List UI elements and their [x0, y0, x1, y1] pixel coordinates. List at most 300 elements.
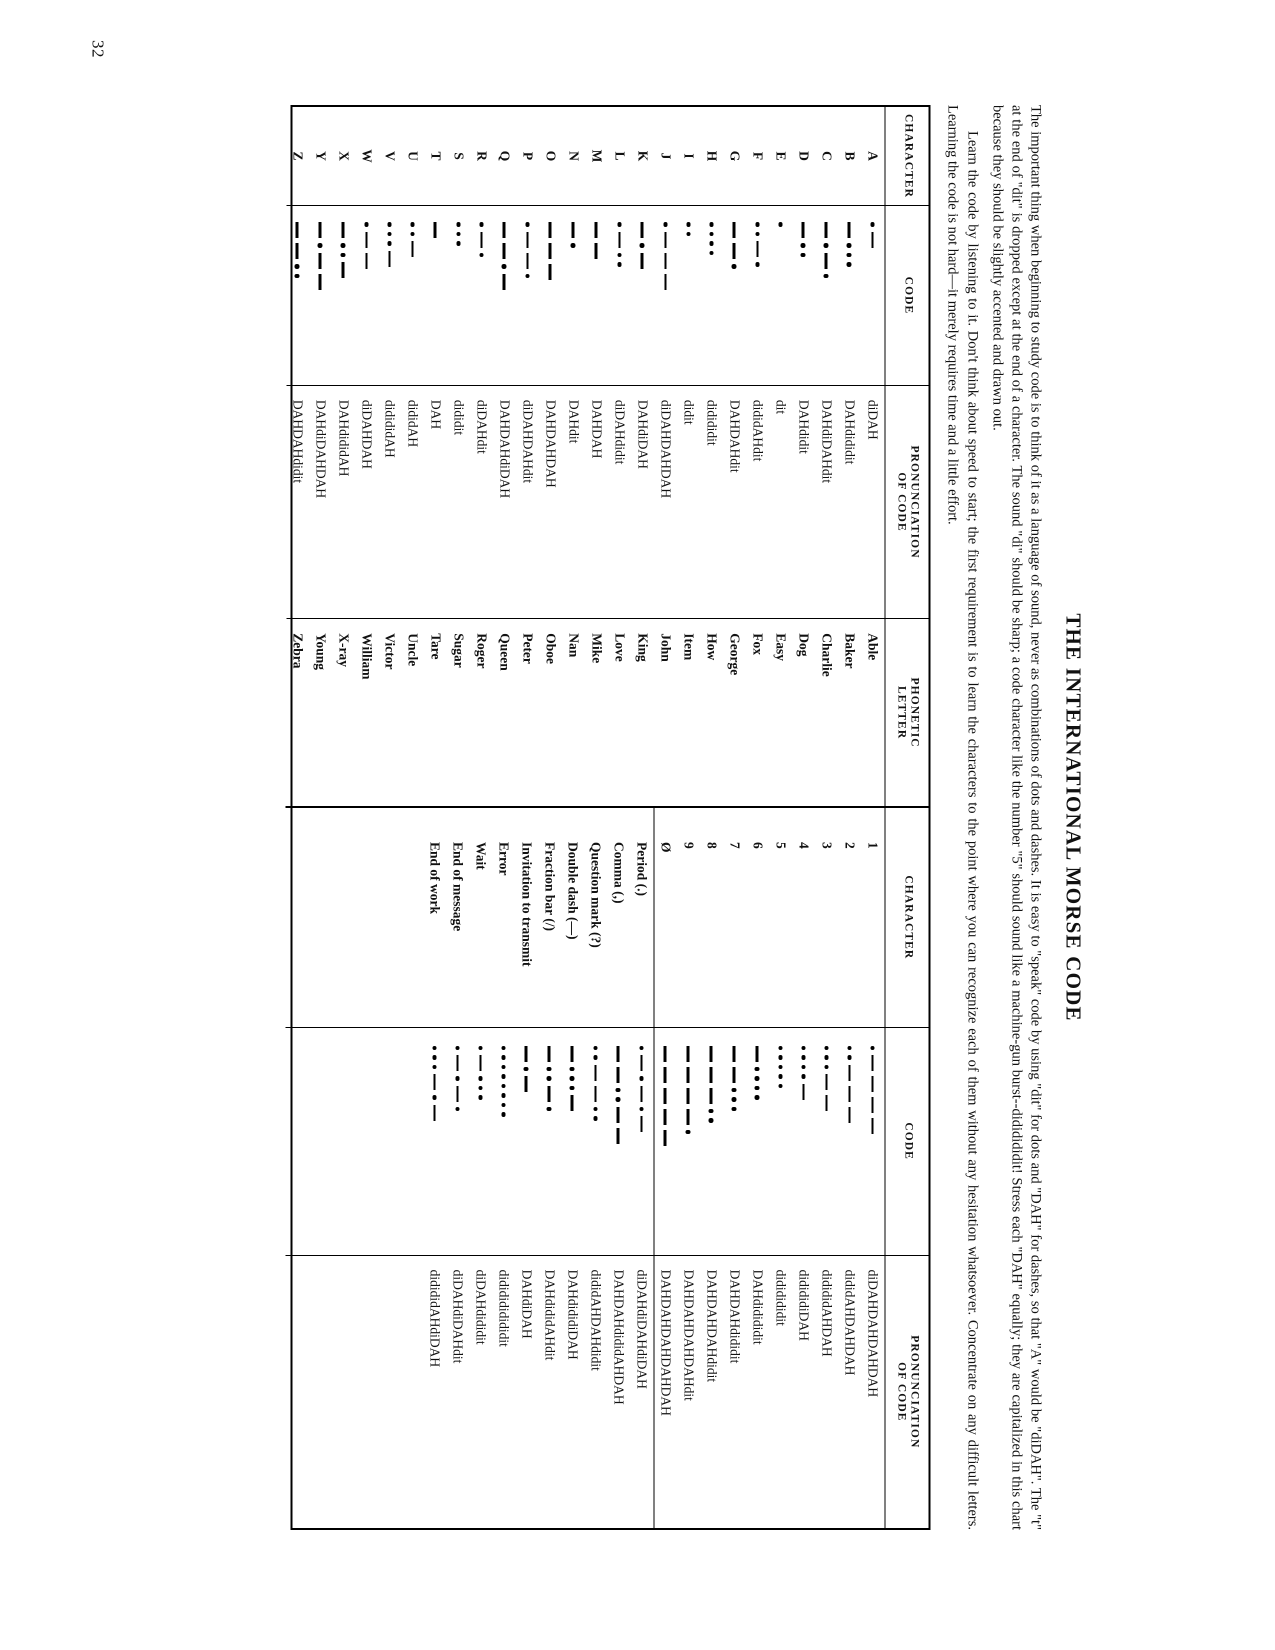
morse-dot — [686, 222, 691, 227]
table-row — [539, 107, 562, 806]
table-row — [700, 807, 723, 1528]
numbers-punctuation-table — [285, 806, 928, 1528]
morse-dot — [615, 1088, 620, 1093]
morse-dot — [847, 1055, 852, 1060]
table-row — [654, 807, 678, 1528]
morse-glyphs — [450, 1046, 464, 1112]
morse-dot — [387, 232, 392, 237]
cell-phonetic: How — [704, 633, 720, 661]
morse-glyphs — [726, 222, 740, 269]
table-row — [608, 107, 631, 806]
intro-paragraph-2: Learn the code by listening to it. Don't think about speed to start; the first requirement is to learn the characters to the point where you can recognize each of them without any hesitation whatsoever. Concentrate on any difficult letters. Learning the code is not hard—it merely requires time and a little effort. — [944, 105, 980, 1530]
table-row — [861, 107, 885, 806]
cell-pronunciation: DAHdididit — [838, 385, 861, 618]
cell-pronunciation: didididAHDAH — [819, 1269, 835, 1357]
morse-dash — [663, 1088, 666, 1104]
morse-glyphs — [382, 222, 396, 267]
morse-dot — [846, 262, 851, 267]
morse-dot — [525, 222, 530, 227]
cell-pronunciation: didididiDAH — [796, 1269, 812, 1341]
morse-dash — [848, 1065, 851, 1081]
cell-code — [630, 1027, 654, 1255]
morse-dot — [870, 222, 875, 227]
morse-dot — [501, 1055, 506, 1060]
morse-glyphs — [795, 222, 809, 257]
morse-dot — [478, 1095, 483, 1100]
morse-dash — [686, 1088, 689, 1104]
cell-pronunciation: DAHdidididit — [750, 1269, 766, 1345]
cell-code — [792, 1027, 815, 1255]
cell-phonetic: Love — [612, 633, 628, 662]
morse-glyphs — [703, 1046, 717, 1123]
morse-dash — [295, 222, 298, 238]
morse-dot — [754, 1086, 759, 1091]
morse-dot — [479, 222, 484, 227]
morse-dash — [825, 1074, 828, 1090]
cell-empty — [377, 807, 400, 1027]
morse-dash — [640, 253, 643, 269]
morse-glyphs — [841, 222, 855, 267]
cell-character: R — [470, 107, 493, 206]
morse-dash — [433, 222, 436, 238]
cell-phonetic: King — [635, 633, 651, 662]
cell-character: W — [355, 107, 378, 206]
morse-dash — [616, 1128, 619, 1144]
morse-code-chart-sheet — [220, 85, 1085, 1550]
morse-dot — [754, 1067, 759, 1072]
morse-dot — [410, 222, 415, 227]
cell-pronunciation: dididAHDAHDAH — [842, 1269, 858, 1376]
morse-dash — [825, 1095, 828, 1111]
cell-pronunciation: DAHdidit — [792, 385, 815, 618]
cell-code — [746, 1027, 769, 1255]
cell-code — [492, 1027, 515, 1255]
morse-dot — [731, 264, 736, 269]
morse-dash — [871, 1097, 874, 1113]
cell-character: U — [401, 107, 424, 206]
morse-dot — [709, 251, 714, 256]
morse-dot — [846, 243, 851, 248]
cell-character: N — [562, 107, 585, 206]
cell-pronunciation: DAHDAHDAHDAHDAH — [658, 1269, 674, 1416]
cell-phonetic: Uncle — [405, 633, 421, 667]
cell-character: J — [654, 107, 677, 206]
cell-character: Wait — [469, 807, 492, 1027]
cell-pronunciation: DAHdiDAHDAH — [309, 385, 332, 618]
cell-character: E — [769, 107, 792, 206]
cell-character: L — [608, 107, 631, 206]
cell-code — [654, 1027, 678, 1255]
table-row — [562, 107, 585, 806]
table-row — [792, 807, 815, 1528]
cell-empty — [354, 1255, 377, 1528]
table-row — [309, 107, 332, 806]
morse-dash — [824, 253, 827, 269]
morse-dot — [870, 1046, 875, 1051]
cell-empty — [400, 1255, 423, 1528]
cell-code — [401, 206, 424, 386]
morse-dot — [501, 1112, 506, 1117]
cell-character: 7 — [723, 807, 746, 1027]
morse-dash — [318, 253, 321, 269]
morse-dash — [664, 253, 667, 269]
cell-pronunciation: diDAHDAHDAHDAH — [865, 1269, 881, 1398]
cell-character: Invitation to transmit — [515, 807, 538, 1027]
morse-dash — [802, 1084, 805, 1100]
cell-code — [561, 1027, 584, 1255]
cell-code — [746, 206, 769, 386]
cell-pronunciation: DAHdididAH — [332, 385, 355, 618]
morse-dash — [732, 1046, 735, 1062]
cell-empty — [354, 807, 377, 1027]
table-row-filler — [400, 807, 423, 1528]
morse-dot — [364, 222, 369, 227]
cell-code — [493, 206, 516, 386]
morse-dot — [501, 1065, 506, 1070]
cell-character: A — [861, 107, 885, 206]
cell-code — [861, 1027, 885, 1255]
morse-dash — [848, 1107, 851, 1123]
header-phonetic-line1: PHONETIC — [908, 677, 921, 748]
morse-dot — [686, 232, 691, 237]
cell-code — [539, 206, 562, 386]
morse-dot — [846, 253, 851, 258]
morse-dash — [295, 243, 298, 259]
cell-character: G — [723, 107, 746, 206]
morse-glyphs — [496, 222, 510, 290]
cell-character: Y — [309, 107, 332, 206]
cell-code — [470, 206, 493, 386]
header-pronunciation-line2: OF CODE — [894, 472, 907, 532]
cell-code — [769, 1027, 792, 1255]
cell-phonetic: William — [359, 633, 375, 680]
morse-dot — [823, 274, 828, 279]
morse-dot — [617, 222, 622, 227]
morse-dot — [432, 1095, 437, 1100]
header-phonetic — [885, 619, 929, 806]
morse-dash — [411, 241, 414, 257]
cell-phonetic: Sugar — [451, 633, 467, 668]
intro-paragraph-1: The important thing when beginning to study code is to think of it as a language of sound, never as combinations of dots and dashes. It is easy to "speak" code by using "dit" for dots and "DAH" for dashes, so that "A" would be "diDAH". The "t" at the end of "dit" is dropped except at the end of a character. The sound "di" should be sharp; a code character like the number "5" should sound like a machine-gun burst--dididididit! Stress each "DAH" equally; they are capitalized in this chart because they should be slightly accented and drawn out. — [988, 105, 1043, 1530]
table-row-filler — [285, 807, 308, 1528]
table-row — [746, 807, 769, 1528]
morse-dot — [801, 1065, 806, 1070]
page-number: 32 — [88, 40, 107, 58]
morse-dot — [593, 1055, 598, 1060]
morse-dash — [341, 222, 344, 238]
morse-glyphs — [335, 222, 349, 278]
header-code-right: CODE — [885, 1027, 929, 1255]
cell-pronunciation: diDAHdididit — [473, 1269, 489, 1345]
cell-pronunciation: dididAH — [401, 385, 424, 618]
cell-code — [469, 1027, 492, 1255]
table-row — [447, 107, 470, 806]
header-character: CHARACTER — [885, 107, 929, 206]
table-row — [515, 807, 538, 1528]
cell-code — [792, 206, 815, 386]
table-row — [332, 107, 355, 806]
table-row — [723, 107, 746, 806]
table-row — [561, 807, 584, 1528]
morse-dot — [800, 253, 805, 258]
cell-phonetic: Able — [865, 633, 881, 661]
cell-code — [378, 206, 401, 386]
cell-pronunciation: DAHDAHDAH — [539, 385, 562, 618]
morse-dash — [502, 222, 505, 238]
morse-dot — [478, 1086, 483, 1091]
cell-pronunciation: DAHDAHdididAHDAH — [611, 1269, 627, 1405]
table-row-filler — [377, 807, 400, 1528]
cell-character: P — [516, 107, 539, 206]
table-row — [493, 107, 516, 806]
table-row-filler — [308, 807, 331, 1528]
morse-dot — [801, 1055, 806, 1060]
morse-dot — [617, 262, 622, 267]
cell-empty — [285, 1027, 308, 1255]
morse-dot — [593, 1046, 598, 1051]
cell-pronunciation: DAHdiDAH — [631, 385, 654, 618]
cell-pronunciation: DAHdididiDAH — [565, 1269, 581, 1360]
cell-character: F — [746, 107, 769, 206]
morse-glyphs — [541, 1046, 555, 1112]
morse-dash — [456, 1055, 459, 1071]
table-row — [861, 807, 885, 1528]
cell-phonetic: Zebra — [290, 633, 306, 669]
cell-empty — [400, 1027, 423, 1255]
cell-pronunciation: diDAHdiDAHdiDAH — [630, 1255, 654, 1528]
morse-dash — [616, 1107, 619, 1123]
table-row — [424, 107, 447, 806]
morse-glyphs — [842, 1046, 856, 1123]
cell-phonetic: Easy — [773, 633, 789, 661]
morse-dash — [640, 1055, 643, 1071]
morse-dot — [824, 1065, 829, 1070]
cell-character: C — [815, 107, 838, 206]
cell-phonetic: George — [727, 633, 743, 676]
cell-character: Period (.) — [630, 807, 654, 1027]
morse-dash — [388, 251, 391, 267]
morse-glyphs — [612, 222, 626, 267]
morse-dot — [546, 1107, 551, 1112]
cell-pronunciation: dididAHdit — [746, 385, 769, 618]
cell-character: 6 — [746, 807, 769, 1027]
cell-code — [446, 1027, 469, 1255]
morse-dot — [317, 243, 322, 248]
morse-dash — [871, 1076, 874, 1092]
cell-phonetic: X-ray — [336, 633, 352, 667]
header-code: CODE — [885, 206, 929, 386]
morse-dash — [871, 232, 874, 248]
morse-dot — [569, 1086, 574, 1091]
numbers-table-body — [285, 807, 885, 1528]
morse-dash — [547, 1046, 550, 1062]
table-row — [677, 807, 700, 1528]
cell-code — [677, 1027, 700, 1255]
table-row — [792, 107, 815, 806]
table-row — [516, 107, 539, 806]
cell-character: Question mark (?) — [584, 807, 607, 1027]
morse-dot — [755, 232, 760, 237]
morse-dash — [755, 1046, 758, 1062]
morse-dot — [478, 1046, 483, 1051]
morse-dash — [664, 274, 667, 290]
morse-glyphs — [634, 1046, 648, 1133]
morse-dot — [639, 1076, 644, 1081]
cell-code — [607, 1027, 630, 1255]
morse-glyphs — [773, 222, 787, 227]
cell-code — [355, 206, 378, 386]
header-character-right: CHARACTER — [885, 807, 929, 1027]
morse-dash — [570, 1046, 573, 1062]
morse-dash — [640, 1086, 643, 1102]
morse-dot — [824, 1055, 829, 1060]
morse-glyphs — [405, 222, 419, 257]
morse-dash — [433, 1074, 436, 1090]
cell-character: Error — [492, 807, 515, 1027]
morse-dash — [686, 1109, 689, 1125]
morse-glyphs — [819, 1046, 833, 1112]
morse-dash — [594, 243, 597, 259]
cell-code — [861, 206, 885, 386]
cell-empty — [308, 1255, 331, 1528]
header-pronunciation-line1: PRONUNCIATION — [908, 445, 921, 559]
cell-pronunciation: DAHDAHdit — [723, 385, 746, 618]
morse-dash — [618, 232, 621, 248]
cell-character: 1 — [861, 807, 885, 1027]
morse-dot — [709, 222, 714, 227]
cell-pronunciation: dit — [769, 385, 792, 618]
morse-dot — [823, 243, 828, 248]
numbers-table-head — [885, 807, 929, 1528]
morse-dot — [455, 1046, 460, 1051]
morse-dot — [615, 1097, 620, 1102]
morse-dash — [663, 1067, 666, 1083]
cell-code — [608, 206, 631, 386]
table-row — [769, 807, 792, 1528]
morse-dash — [801, 222, 804, 238]
morse-dash — [686, 1046, 689, 1062]
code-tables-container — [290, 105, 930, 1530]
table-row — [769, 107, 792, 806]
morse-glyphs — [749, 1046, 763, 1100]
cell-phonetic: Queen — [497, 633, 513, 671]
cell-phonetic: Baker — [842, 633, 858, 669]
cell-character: X — [332, 107, 355, 206]
morse-glyphs — [427, 1046, 441, 1121]
letters-header-row — [885, 107, 929, 806]
table-row — [378, 107, 401, 806]
table-row — [631, 107, 654, 806]
morse-glyphs — [564, 1046, 578, 1112]
cell-character: Ø — [654, 807, 678, 1027]
morse-dot — [455, 1076, 460, 1081]
cell-pronunciation: diDAHdidit — [608, 385, 631, 618]
table-row — [470, 107, 493, 806]
morse-glyphs — [818, 222, 832, 278]
cell-pronunciation: didididAH — [378, 385, 401, 618]
table-row-filler — [331, 807, 354, 1528]
morse-dash — [433, 1105, 436, 1121]
cell-pronunciation: dididit — [447, 385, 470, 618]
table-row — [654, 107, 677, 806]
cell-pronunciation: didididAHdiDAH — [427, 1269, 443, 1368]
cell-pronunciation: diDAHdit — [470, 385, 493, 618]
cell-phonetic: Nan — [566, 633, 582, 658]
morse-dot — [569, 1067, 574, 1072]
morse-dash — [524, 1046, 527, 1062]
morse-dot — [754, 1095, 759, 1100]
cell-character: K — [631, 107, 654, 206]
morse-glyphs — [796, 1046, 810, 1100]
morse-dash — [847, 222, 850, 238]
cell-code — [815, 206, 838, 386]
cell-code — [700, 206, 723, 386]
morse-dash — [663, 1130, 666, 1146]
cell-character: 8 — [700, 807, 723, 1027]
cell-code — [677, 206, 700, 386]
morse-dot — [801, 1046, 806, 1051]
morse-glyphs — [634, 222, 648, 269]
cell-pronunciation: DAHDAHdididit — [727, 1269, 743, 1364]
cell-character: S — [447, 107, 470, 206]
letters-table-head — [885, 107, 929, 806]
morse-dot — [708, 1109, 713, 1114]
introduction-text — [942, 105, 1044, 1530]
morse-glyphs — [680, 1046, 694, 1135]
morse-dash — [341, 262, 344, 278]
cell-code — [562, 206, 585, 386]
morse-dash — [871, 1118, 874, 1134]
cell-empty — [285, 807, 308, 1027]
morse-dot — [432, 1065, 437, 1070]
cell-code — [309, 206, 332, 386]
cell-phonetic: Fox — [750, 633, 766, 655]
morse-glyphs — [474, 222, 488, 257]
cell-code — [723, 1027, 746, 1255]
morse-glyphs — [750, 222, 764, 267]
cell-character: 9 — [677, 807, 700, 1027]
morse-dot — [569, 1076, 574, 1081]
morse-glyphs — [565, 222, 579, 248]
cell-pronunciation: DAHDAHdidit — [286, 385, 309, 618]
cell-character: Comma (,) — [607, 807, 630, 1027]
morse-dot — [847, 1046, 852, 1051]
morse-dash — [640, 1116, 643, 1132]
morse-dot — [432, 1055, 437, 1060]
cell-pronunciation: diDAH — [861, 385, 885, 618]
cell-phonetic: Item — [681, 633, 697, 661]
table-row — [492, 807, 515, 1528]
cell-phonetic: Roger — [474, 633, 490, 669]
header-pronunciation — [885, 385, 929, 618]
table-row — [723, 807, 746, 1528]
morse-dash — [640, 222, 643, 238]
morse-dash — [732, 1067, 735, 1083]
table-row-filler — [354, 807, 377, 1528]
morse-dot — [479, 253, 484, 258]
morse-dot — [593, 1116, 598, 1121]
cell-pronunciation: diDAHDAHDAH — [654, 385, 677, 618]
cell-character: End of message — [446, 807, 469, 1027]
morse-glyphs — [289, 222, 303, 278]
cell-pronunciation: DAHdiDAH — [519, 1269, 535, 1339]
morse-dot — [387, 241, 392, 246]
cell-character: H — [700, 107, 723, 206]
morse-glyphs — [451, 222, 465, 246]
cell-character: 2 — [838, 807, 861, 1027]
morse-glyphs — [657, 1046, 671, 1146]
morse-dash — [616, 1046, 619, 1062]
